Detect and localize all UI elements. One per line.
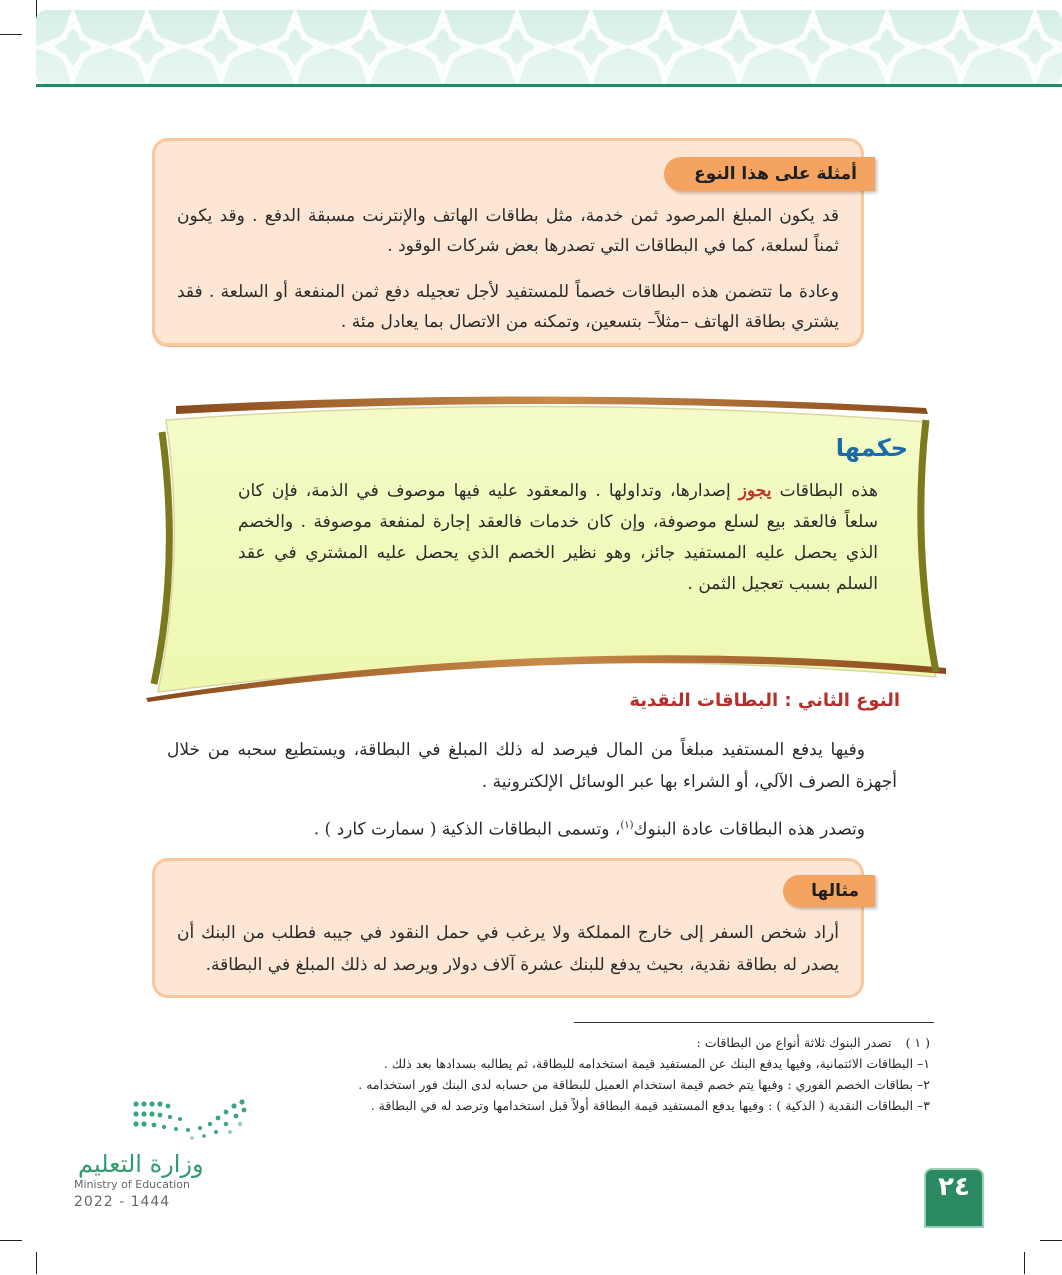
- cash-cards-p2-start: وتصدر هذه البطاقات عادة البنوك: [633, 819, 865, 840]
- cash-cards-paragraph-1: وفيها يدفع المستفيد مبلغاً من المال فيرصد له ذلك المبلغ في البطاقة، ويستطيع سحبه من خلال أجهزة الصرف الآلي، أو الشراء بها عبر الوسائل الإلكترونية .: [167, 740, 897, 792]
- crop-mark: [0, 1240, 22, 1241]
- section-heading-cash-cards: النوع الثاني : البطاقات النقدية: [629, 690, 900, 711]
- ruling-text-start: هذه البطاقات: [771, 481, 878, 501]
- ruling-text: [238, 476, 878, 600]
- footnote-intro: [210, 1032, 930, 1053]
- examples-box: [152, 138, 864, 346]
- footnote-item-2: ٢– بطاقات الخصم الفوري : وفيها يتم خصم قيمة استخدام العميل للبطاقة من حسابه لدى البنك فور استخدامه .: [358, 1077, 930, 1092]
- ministry-name-arabic: وزارة التعليم: [78, 1150, 204, 1178]
- example-box-title: مثالها: [783, 875, 875, 907]
- ruling-text-rest: إصدارها، وتداولها . والمعقود عليه فيها موصوف في الذمة، فإن كان سلعاً فالعقد بيع لسلع موصوفة، وإن كان خدمات فالعقد إجارة لمنفعة موصوفة . والخصم الذي يحصل عليه المستفيد جائز، وهو نظير الخصم الذي يحصل عليه المشتري في عقد السلم بسبب تعجيل الثمن .: [238, 481, 878, 594]
- footnote-item-1: ١– البطاقات الائتمانية، وفيها يدفع البنك عن المستفيد قيمة استخدامه للبطاقة، ثم يطالبه بسدادها بعد ذلك .: [383, 1056, 930, 1071]
- footnote-divider: [574, 1022, 934, 1023]
- ruling-highlight: يجوز: [738, 481, 772, 501]
- ministry-logo-dots-icon: [130, 1096, 250, 1142]
- page-number: ٢٤: [938, 1172, 970, 1202]
- crop-mark: [1040, 1240, 1062, 1241]
- footnote-reference[interactable]: (١): [620, 820, 634, 831]
- footnote-marker: ( ١ ): [905, 1035, 930, 1050]
- cash-cards-paragraph-2: [167, 810, 897, 846]
- ministry-year: 2022 - 1444: [74, 1194, 171, 1210]
- crop-mark: [0, 34, 22, 35]
- example-box: [152, 858, 864, 998]
- examples-paragraph-2: وعادة ما تتضمن هذه البطاقات خصماً للمستفيد لأجل تعجيله دفع ثمن المنفعة أو السلعة . فقد يشتري بطاقة الهاتف –مثلاً– بتسعين، وتمكنه من الاتصال بما يعادل مئة .: [177, 282, 839, 332]
- ministry-name-english: Ministry of Education: [74, 1178, 191, 1191]
- footnote-intro-text: تصدر البنوك ثلاثة أنواع من البطاقات :: [696, 1035, 892, 1050]
- footnotes: [210, 1032, 930, 1116]
- crop-mark: [1024, 1252, 1025, 1274]
- examples-paragraph-1: قد يكون المبلغ المرصود ثمن خدمة، مثل بطاقات الهاتف والإنترنت مسبقة الدفع . وقد يكون ثمناً لسلعة، كما في البطاقات التي تصدرها بعض شركات الوقود .: [177, 206, 839, 256]
- ruling-title: حكمها: [835, 434, 908, 462]
- cash-cards-p2-end: ، وتسمى البطاقات الذكية ( سمارت كارد ) .: [313, 819, 621, 840]
- footnote-item-3: ٣– البطاقات النقدية ( الذكية ) : وفيها يدفع المستفيد قيمة البطاقة أولاً قبل استخدامها وترصد له في البطاقة .: [370, 1098, 930, 1113]
- example-text: أراد شخص السفر إلى خارج المملكة ولا يرغب في حمل النقود في جيبه فطلب من البنك أن يصدر له بطاقة نقدية، بحيث يدفع للبنك عشرة آلاف دولار ويرصد له ذلك المبلغ في البطاقة.: [177, 923, 839, 975]
- header-green-line: [36, 84, 1062, 87]
- examples-box-title: أمثلة على هذا النوع: [664, 157, 875, 191]
- header-pattern-banner: [36, 10, 1062, 84]
- crop-mark: [36, 1252, 37, 1274]
